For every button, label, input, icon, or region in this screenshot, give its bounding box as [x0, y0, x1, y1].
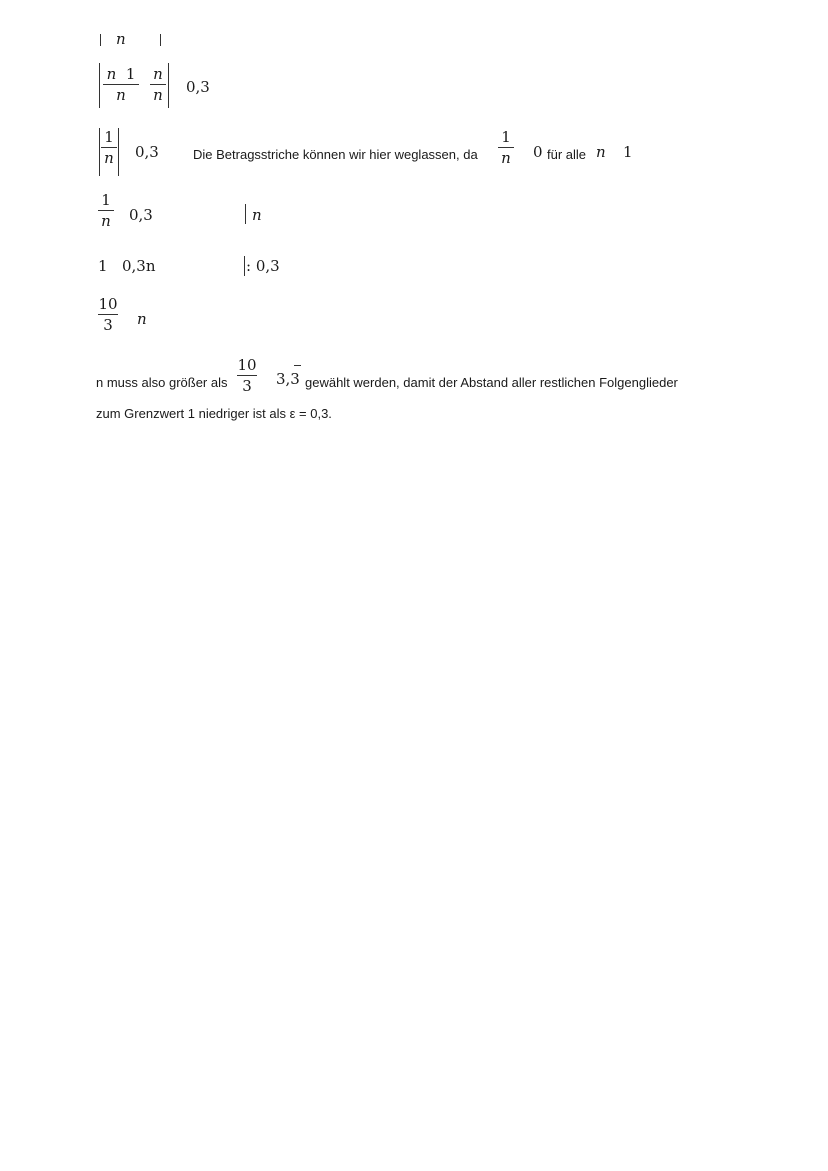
fraction: n 1 n [103, 66, 139, 103]
abs-bar-left [99, 63, 100, 108]
explanation-text: Die Betragsstriche können wir hier weglassen, da [193, 147, 478, 162]
operation-bar [244, 256, 245, 276]
abs-bar-right [160, 34, 161, 46]
operation-divide: : 0,3 [246, 257, 280, 275]
periodic-value: 3,3 [276, 370, 300, 388]
rhs-value: 0,3 [129, 206, 153, 224]
abs-bar-right [168, 63, 169, 108]
one: 1 [623, 143, 633, 161]
abs-bar-left [99, 128, 100, 176]
variable-n: n [116, 30, 126, 48]
variable-n: n [596, 143, 606, 161]
rhs-value: 0,3 [135, 143, 159, 161]
abs-bar-right [118, 128, 119, 176]
fraction: 10 3 [237, 356, 257, 395]
period-bar [294, 365, 301, 366]
zero: 0 [533, 143, 543, 161]
lhs-value: 1 [98, 257, 108, 275]
fraction: 1 n [98, 192, 114, 229]
abs-bar-left [100, 34, 101, 46]
fraction: 1 n [498, 129, 514, 166]
conclusion-line2: zum Grenzwert 1 niedriger ist als ε = 0,3. [96, 406, 332, 421]
conclusion-part1: n muss also größer als [96, 375, 228, 390]
rhs-value: 0,3n [122, 257, 156, 275]
fraction: 1 n [101, 129, 117, 166]
fuer-alle-text: für alle [547, 147, 587, 162]
fraction: n n [150, 66, 166, 103]
operation-bar [245, 204, 246, 224]
variable-n: n [137, 310, 147, 328]
fraction: 10 3 [98, 295, 118, 334]
conclusion-part2: gewählt werden, damit der Abstand aller restlichen Folgenglieder [305, 375, 678, 390]
rhs-value: 0,3 [186, 78, 210, 96]
operation-multiply-n: n [252, 206, 262, 224]
